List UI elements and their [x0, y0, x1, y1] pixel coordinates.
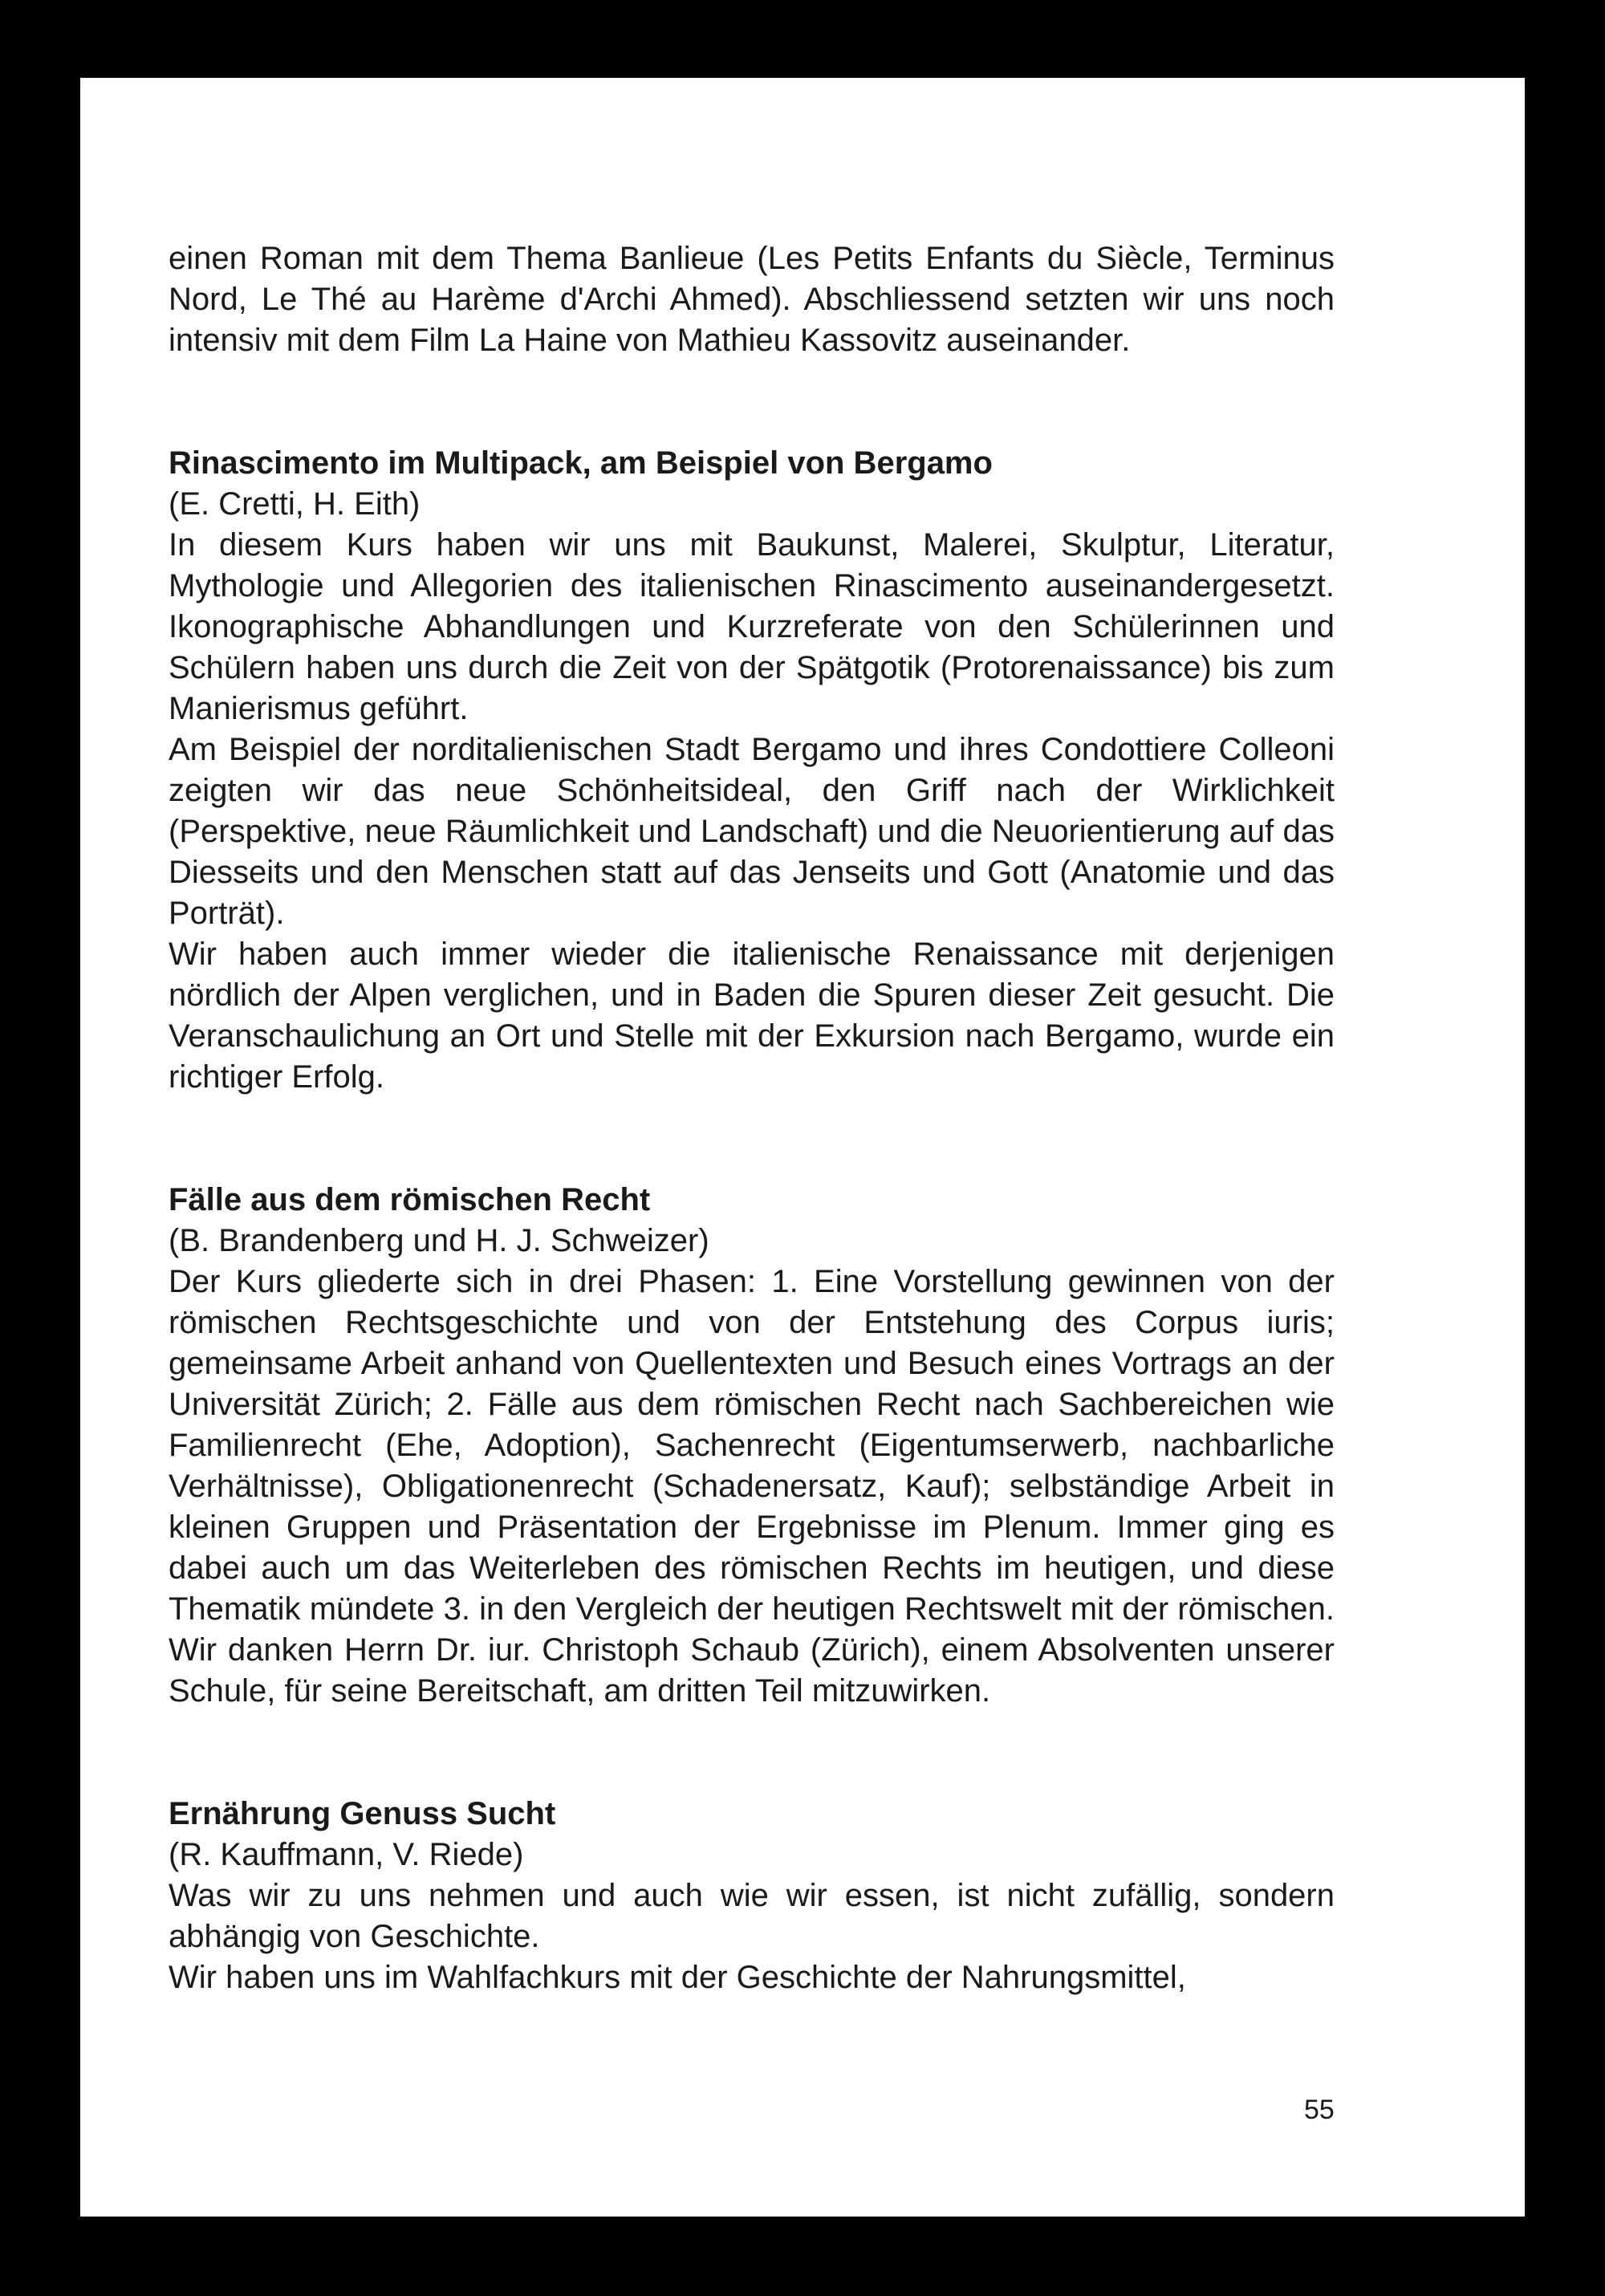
section-paragraph: Der Kurs gliederte sich in drei Phasen: 1. Eine Vorstellung gewinnen von der römischen Rechtsgeschichte und von der Entstehung des Corpus iuris; gemeinsame Arbeit anhand von Quellentexten und Besuch eines Vortrags an der Universität Zürich; 2. Fälle aus dem römischen Recht nach Sachbereichen wie Familienrecht (Ehe, Adoption), Sachenrecht (Eigentumserwerb, nachbarliche Verhältnisse), Obligationenrecht (Schadenersatz, Kauf); selbständige Arbeit in kleinen Gruppen und Präsentation der Ergebnisse im Plenum. Immer ging es dabei auch um das Weiterleben des römischen Rechts im heutigen, und diese Thematik mündete 3. in den Vergleich der heutigen Rechtswelt mit der römischen. Wir danken Herrn Dr. iur. Christoph Schaub (Zürich), einem Absolventen unserer Schule, für seine Bereitschaft, am dritten Teil mitzuwirken. [169, 1264, 1335, 1709]
intro-paragraph: einen Roman mit dem Thema Banlieue (Les Petits Enfants du Siècle, Terminus Nord, Le Thé au Harème d'Archi Ahmed). Abschliessend setzten wir uns noch intensiv mit dem Film La Haine von Mathieu Kassovitz auseinander. [169, 241, 1335, 358]
section-title: Rinascimento im Multipack, am Beispiel von Bergamo [169, 445, 993, 481]
section-paragraph: Wir haben uns im Wahlfachkurs mit der Geschichte der Nahrungsmittel, [169, 1960, 1186, 1995]
document-page [80, 78, 1525, 2217]
section-title: Fälle aus dem römischen Recht [169, 1182, 651, 1217]
section-authors: (R. Kauffmann, V. Riede) [169, 1837, 524, 1872]
section-paragraph: Am Beispiel der norditalienischen Stadt Bergamo und ihres Condottiere Colleoni zeigten wir das neue Schönheitsideal, den Griff nach der Wirklichkeit (Perspektive, neue Räumlichkeit und Landschaft) und die Neuorientierung auf das Diesseits und den Menschen statt auf das Jenseits und Gott (Anatomie und das Porträt). [169, 732, 1335, 931]
section-rinascimento [169, 443, 1335, 1098]
section-authors: (B. Brandenberg und H. J. Schweizer) [169, 1223, 709, 1258]
section-paragraph: Wir haben auch immer wieder die italienische Renaissance mit derjenigen nördlich der Alpen verglichen, und in Baden die Spuren dieser Zeit gesucht. Die Veranschaulichung an Ort und Stelle mit der Exkursion nach Bergamo, wurde ein richtiger Erfolg. [169, 937, 1335, 1095]
section-ernaehrung [169, 1794, 1335, 1998]
section-paragraph: Was wir zu uns nehmen und auch wie wir essen, ist nicht zufällig, sondern abhängig von Geschichte. [169, 1878, 1335, 1954]
section-paragraph: In diesem Kurs haben wir uns mit Baukunst, Malerei, Skulptur, Literatur, Mythologie und Allegorien des italienischen Rinascimento auseinandergesetzt. Ikonographische Abhandlungen und Kurzreferate von den Schülerinnen und Schülern haben uns durch die Zeit von der Spätgotik (Protorenaissance) bis zum Manierismus geführt. [169, 527, 1335, 726]
page-content [169, 238, 1335, 1998]
page-number: 55 [1304, 2095, 1335, 2125]
section-title: Ernährung Genuss Sucht [169, 1796, 556, 1831]
section-authors: (E. Cretti, H. Eith) [169, 486, 421, 522]
section-roemisches-recht [169, 1180, 1335, 1712]
